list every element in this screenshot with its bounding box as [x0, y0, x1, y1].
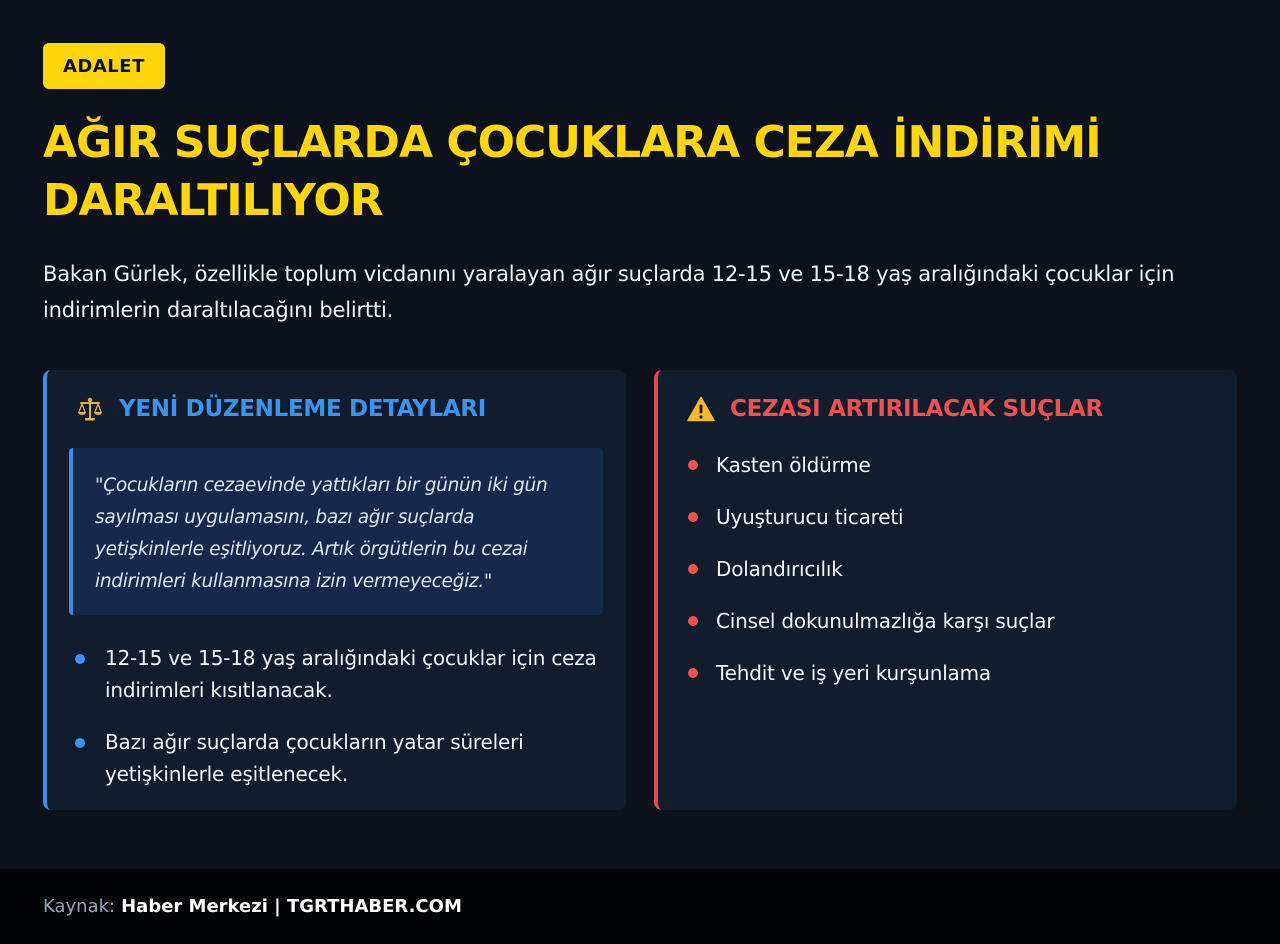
list-item [686, 657, 1206, 689]
list-item-text: Uyuşturucu ticareti [716, 505, 904, 529]
list-item [686, 605, 1206, 637]
scales-icon [75, 394, 105, 424]
crimes-card [654, 370, 1237, 810]
crimes-card-heading: CEZASI ARTIRILACAK SUÇLAR [730, 396, 1103, 422]
list-item-text: Kasten öldürme [716, 453, 871, 477]
lead-paragraph: Bakan Gürlek, özellikle toplum vicdanını yaralayan ağır suçlarda 12-15 ve 15-18 yaş aralığındaki çocuklar için indirimlerin daraltılacağını belirtti. [43, 262, 1175, 322]
source-label: Kaynak: [43, 896, 116, 917]
details-card-header [75, 394, 486, 424]
minister-quote: "Çocukların cezaevinde yattıkları bir günün iki gün sayılması uygulamasını, bazı ağır suçlarda yetişkinlerle eşitliyoruz. Artık örgütlerin bu cezai indirimleri kullanmasına izin vermeyeceğiz." [69, 448, 603, 615]
list-item-text: Cinsel dokunulmazlığa karşı suçlar [716, 609, 1055, 633]
list-item-text: Tehdit ve iş yeri kurşunlama [716, 661, 991, 685]
details-card-heading: YENİ DÜZENLEME DETAYLARI [119, 396, 487, 422]
details-card [43, 370, 626, 810]
list-item [686, 501, 1206, 533]
list-item-text: Dolandırıcılık [716, 557, 843, 581]
warning-icon [686, 394, 716, 424]
list-item-text: 12-15 ve 15-18 yaş aralığındaki çocuklar için ceza indirimleri kısıtlanacak. [105, 646, 597, 702]
list-item [686, 449, 1206, 481]
list-item [71, 726, 601, 790]
bullet-dot-icon [688, 512, 698, 522]
source-footer [0, 869, 1280, 944]
bullet-dot-icon [688, 564, 698, 574]
crimes-card-header [686, 394, 1103, 424]
source-value: Haber Merkezi | TGRTHABER.COM [121, 896, 462, 917]
bullet-dot-icon [75, 738, 85, 748]
category-badge: ADALET [43, 43, 165, 89]
bullet-dot-icon [75, 654, 85, 664]
page-title: AĞIR SUÇLARDA ÇOCUKLARA CEZA İNDİRİMİ DARALTILIYOR [43, 117, 1101, 226]
details-list [71, 642, 601, 810]
bullet-dot-icon [688, 616, 698, 626]
crimes-list [686, 449, 1206, 709]
list-item-text: Bazı ağır suçlarda çocukların yatar süreleri yetişkinlerle eşitlenecek. [105, 730, 524, 786]
list-item [686, 553, 1206, 585]
list-item [71, 642, 601, 706]
bullet-dot-icon [688, 668, 698, 678]
bullet-dot-icon [688, 460, 698, 470]
